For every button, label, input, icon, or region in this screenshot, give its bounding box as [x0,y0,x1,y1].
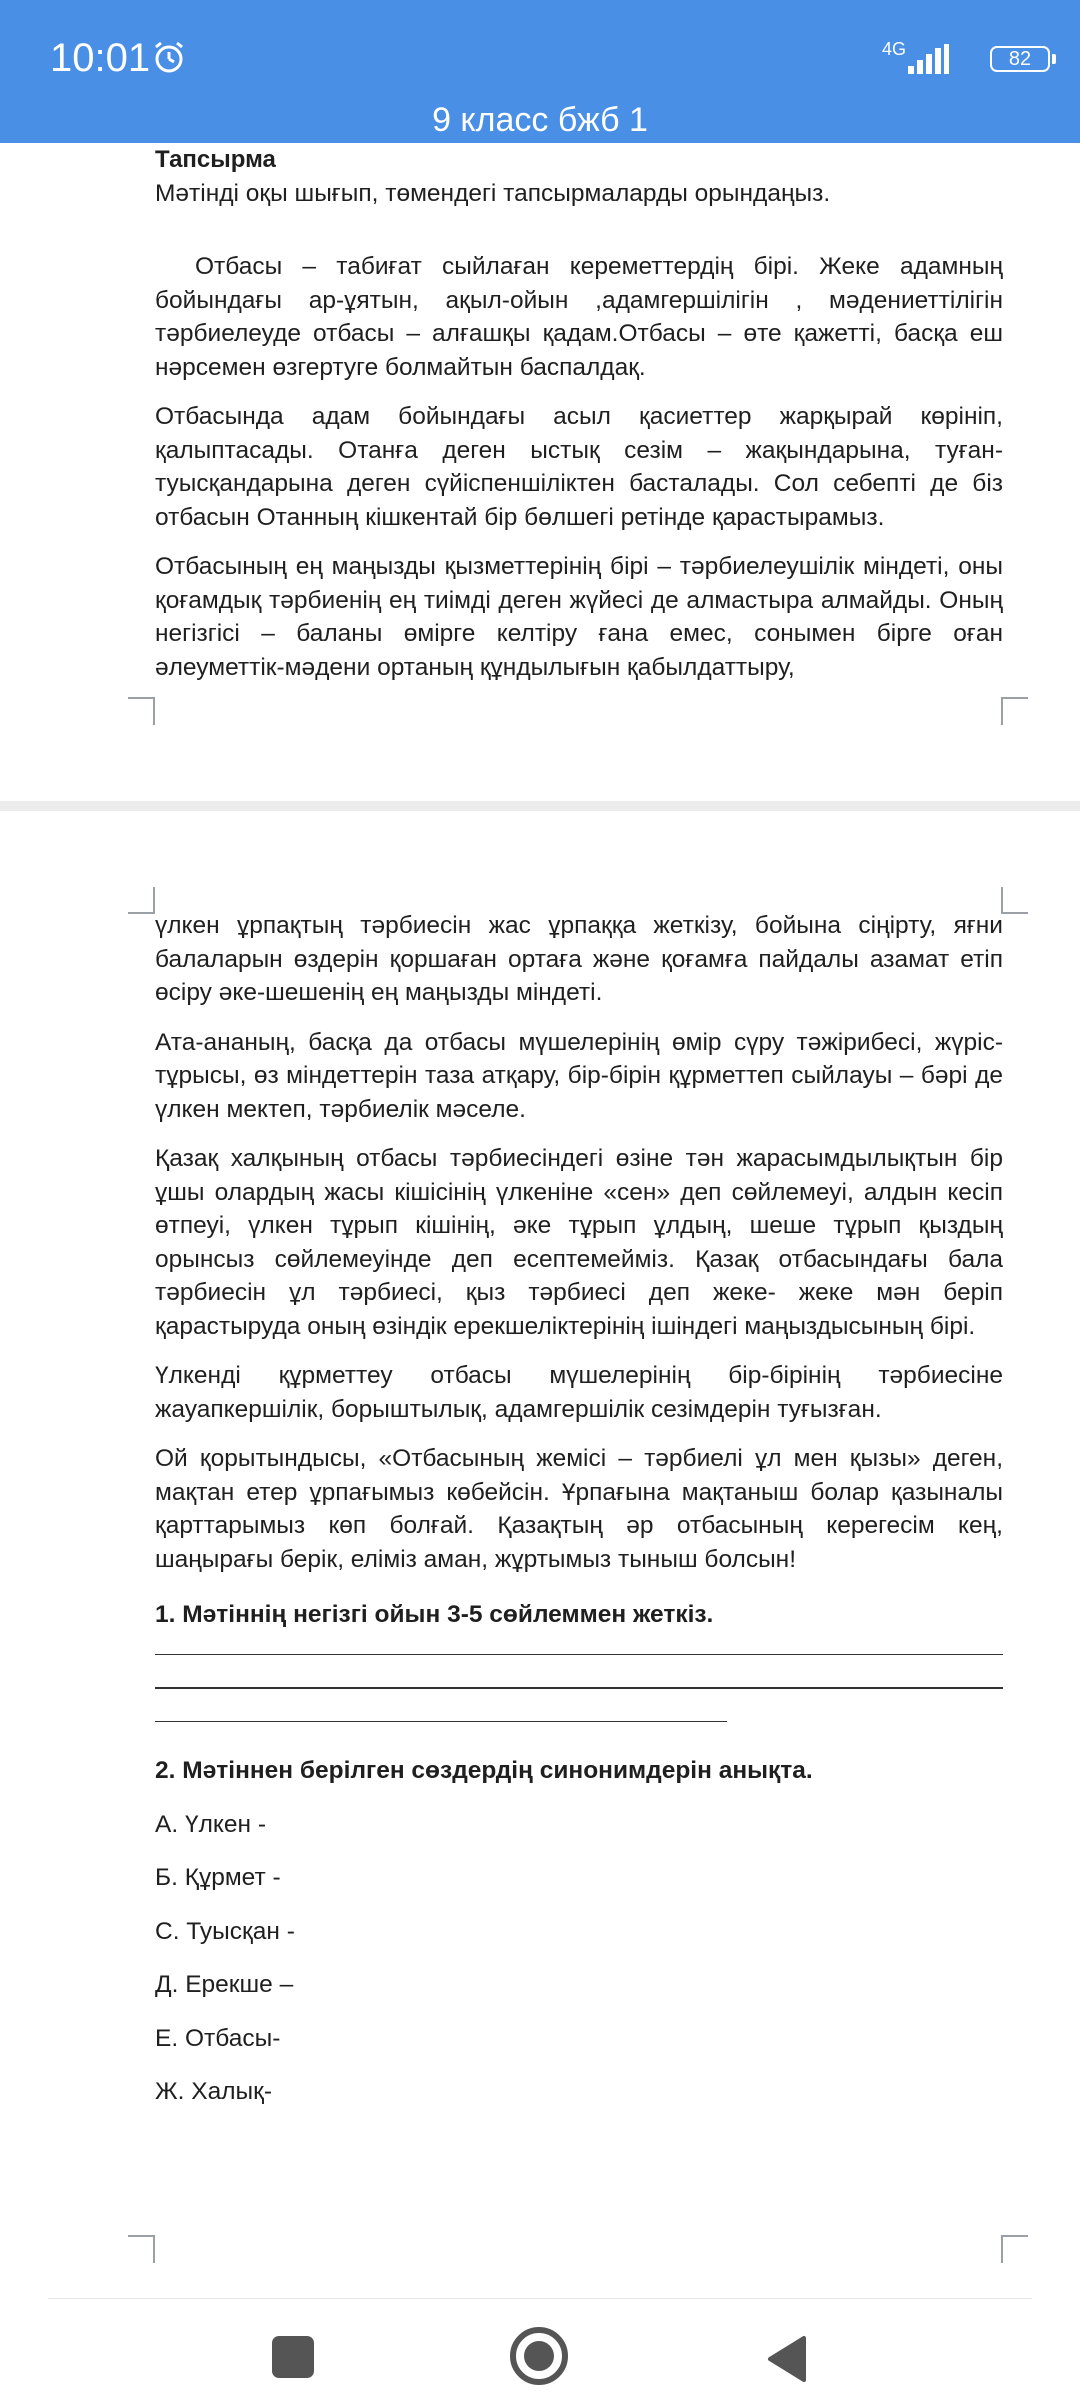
option-item: Е. Отбасы- [155,2024,281,2052]
alarm-icon [152,40,186,74]
paragraph: Үлкенді құрметтеу отбасы мүшелерінің бір-бірінің тәрбиесіне жауапкершілік, борыштылық, адамгершілік сезімдерін туғызған. [155,1362,1003,1423]
question-1: 1. Мәтіннің негізгі ойын 3-5 сөйлеммен жеткіз. [155,1601,714,1628]
network-type: 4G [881,39,906,59]
crop-mark-icon [128,2235,156,2263]
page-separator [0,801,1080,811]
home-circle-icon[interactable] [509,2326,569,2386]
crop-mark-icon [1000,697,1028,725]
paragraph: Ой қорытындысы, «Отбасының жемісі – тәрбиелі ұл мен қызы» деген, мақтан етер ұрпағымыз көбейсін. Ұрпағына мақтаныш болар қазыналы қарттарымыз көп болғай. Қазақтың әр отбасының керегесім кең, шаңырағы берік, еліміз аман, жұртымыз тыныш болсын! [155,1445,1003,1573]
system-navigation-bar [0,2298,1080,2400]
crop-mark-icon [1000,887,1028,915]
battery-icon [990,46,1058,74]
crop-mark-icon [128,887,156,915]
crop-mark-icon [128,697,156,725]
option-item: Д. Ерекше – [155,1971,294,1998]
document-title: 9 класс бжб 1 [432,101,648,139]
recents-square-icon[interactable] [272,2336,314,2378]
answer-line [155,1687,1003,1689]
paragraph: Отбасында адам бойындағы асыл қасиеттер жарқырай көрініп, қалыптасады. Отанға деген ыстық сезім – жақындарына, туған-туысқандарына деген сүйіспеншіліктен басталады. Сол себепті де біз отбасын Отанның кішкентай бір бөлшегі ретінде қарастырамыз. [155,403,1003,531]
option-item: А. Үлкен - [155,1810,266,1838]
battery-level: 82 [990,46,1050,72]
app-header [0,0,1080,143]
document-page-2[interactable] [0,811,1080,2298]
paragraph: Ата-ананың, басқа да отбасы мүшелерінің өмір сүру тәжірибесі, жүріс-тұрысы, өз міндеттерін таза атқару, бір-бірін құрметтеп сыйлауы – бәрі де үлкен мектеп, тәрбиелік мәселе. [155,1028,1003,1123]
document-page-1[interactable] [0,143,1080,801]
paragraph: үлкен ұрпақтың тәрбиесін жас ұрпаққа жеткізу, бойына сіңірту, яғни балаларын өздерін қоршаған ортаға және қоғамға пайдалы азамат етіп өсіру әке-шешенің ең маңызды міндеті. [155,912,1003,1006]
paragraph: Отбасы – табиғат сыйлаған кереметтердің бірі. Жеке адамның бойындағы ар-ұятын, ақыл-ойын ,адамгершілігін , мәдениеттілігін тәрбиелеуде отбасы – алғашқы қадам.Отбасы – өте қажетті, басқа еш нәрсемен өзгертуге болмайтын баспалдақ. [155,253,1003,381]
answer-line [155,1721,727,1723]
task-heading: Тапсырма [155,146,276,173]
option-item: С. Туысқан - [155,1917,295,1945]
option-item: Ж. Халық- [155,2078,272,2105]
back-triangle-icon[interactable] [764,2334,808,2384]
answer-line [155,1654,1003,1656]
paragraph: Отбасының ең маңызды қызметтерінің бірі – тәрбиелеушілік міндеті, оны қоғамдық тәрбиенің ең тиімді деген жүйесі де алмастыра алмайды. Оның негізгісі – баланы өмірге келтіру ғана емес, сонымен бірге оған әлеуметтік-мәдени ортаның құндылығын қабылдаттыру, [155,553,1003,681]
crop-mark-icon [1000,2235,1028,2263]
paragraph: Қазақ халқының отбасы тәрбиесіндегі өзіне тән жарасымдылықтын бір ұшы олардың жасы кішісінің үлкеніне «сен» деп сөйлемеуі, алдын кесіп өтпеуі, үлкен тұрып кішінің, әке тұрып ұлдың, шеше тұрып қыздың орынсыз сөйлемеуінде деп есептемейміз. Қазақ отбасындағы бала тәрбиесін ұл тәрбиесі, қыз тәрбиесі деп жеке- жеке мән беріп қарастыруда оның өзіндік ерекшеліктерінің ішіндегі маңыздысының бірі. [155,1145,1003,1340]
option-item: Б. Құрмет - [155,1864,281,1891]
status-time: 10:01 [50,36,151,80]
signal-icon [906,44,950,74]
question-2: 2. Мәтіннен берілген сөздердің синонимдерін анықта. [155,1757,813,1784]
task-instruction: Мәтінді оқы шығып, төмендегі тапсырмаларды орындаңыз. [155,179,831,207]
answer-lines [155,1654,1003,1723]
